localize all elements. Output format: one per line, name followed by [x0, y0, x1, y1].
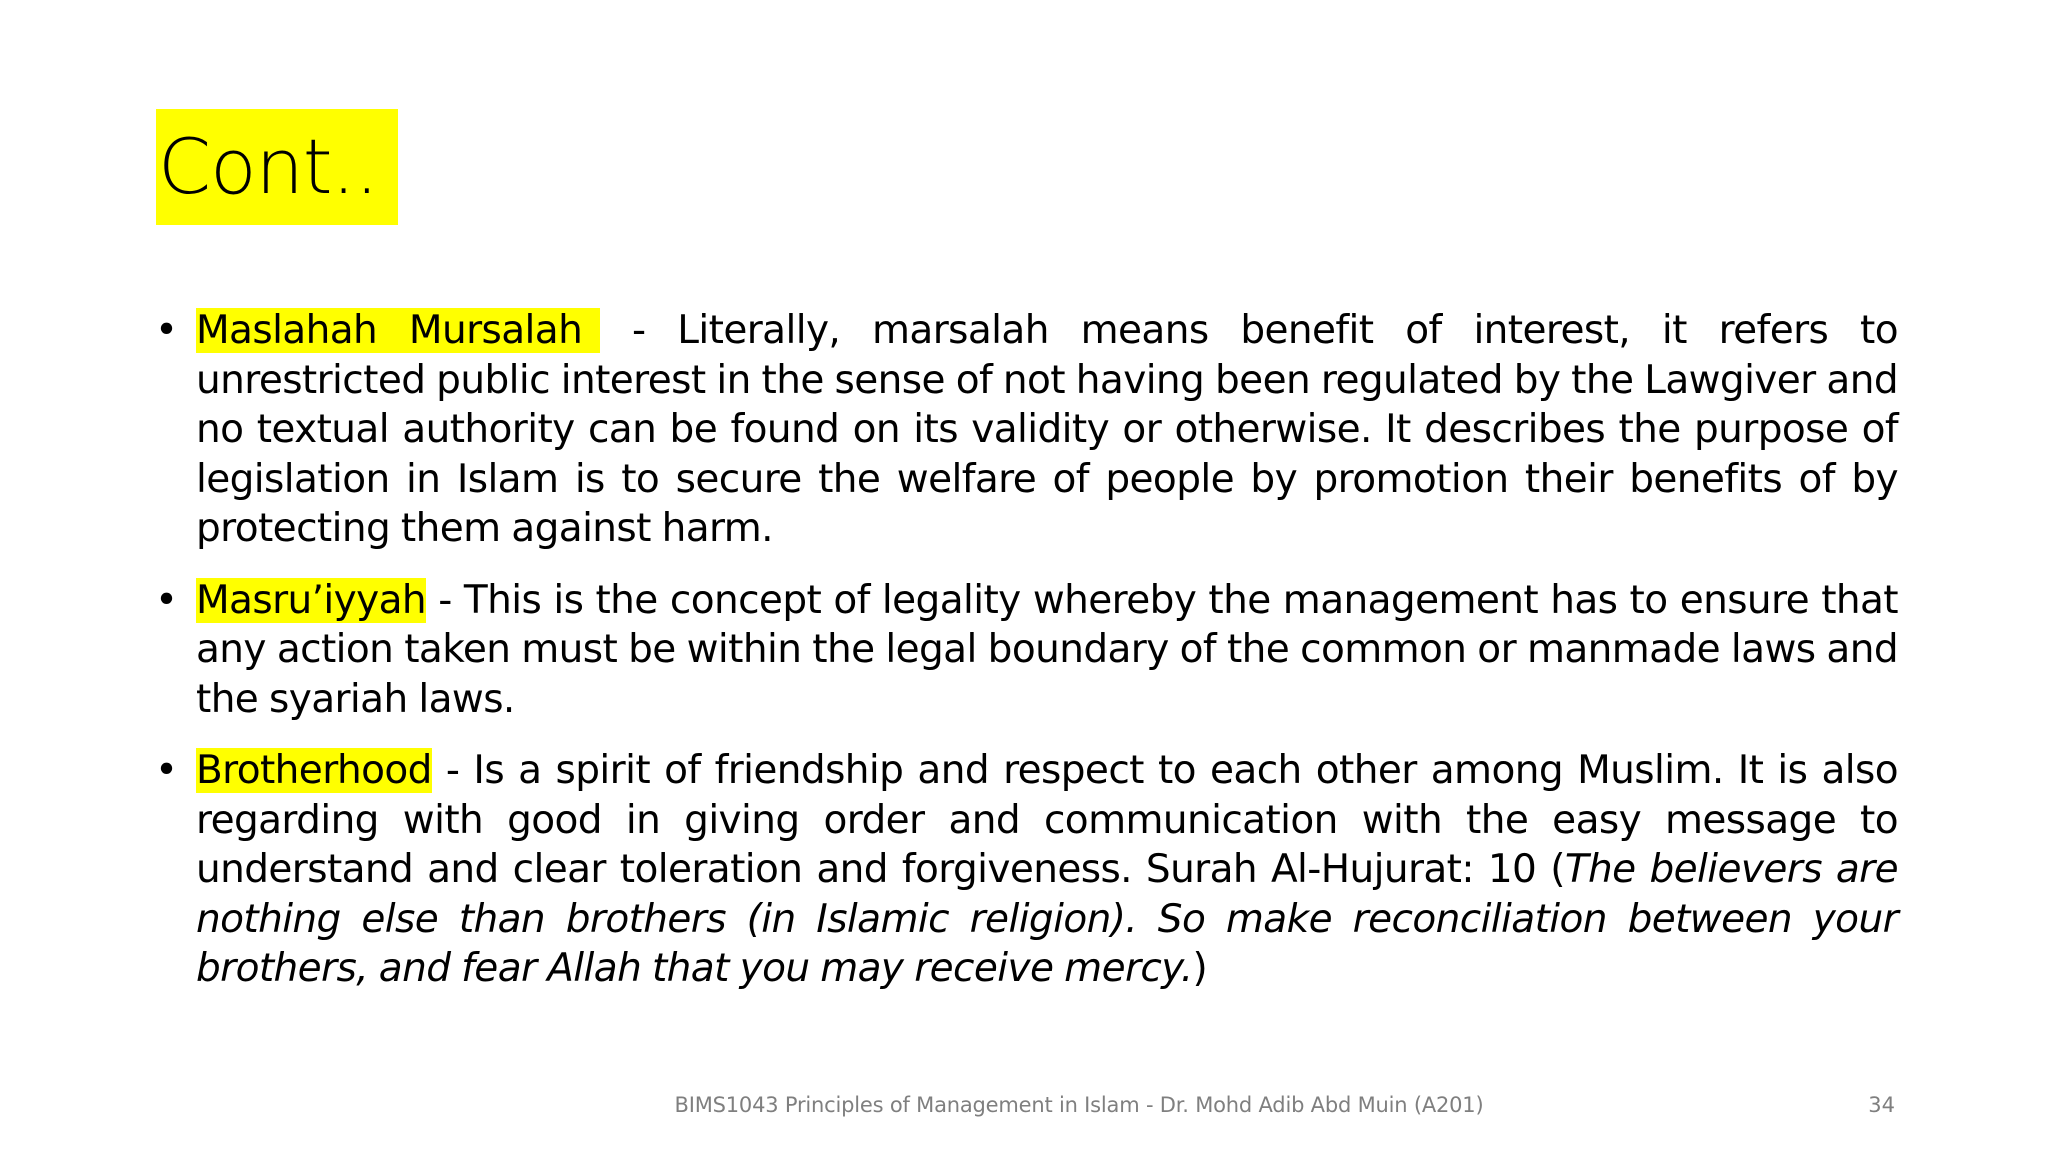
definition-brotherhood: - Is a spirit of friendship and respect to each other among Muslim. It is also regarding with good in giving order and communication with the easy message to understand and clear toleration and forgiveness. Surah Al-Hujurat: 10 (	[196, 748, 1898, 892]
bullet-item-maslahah-mursalah	[153, 306, 1898, 554]
definition-maslahah-mursalah: - Literally, marsalah means benefit of interest, it refers to unrestricted public interest in the sense of not having been regulated by the Lawgiver and no textual authority can be found on its validity or otherwise. It describes the purpose of legislation in Islam is to secure the welfare of people by promotion their benefits of by protecting them against harm.	[196, 308, 1898, 551]
quran-quote: The believers are nothing else than brothers (in Islamic religion). So make reconciliation between your brothers, and fear Allah that you may receive mercy.	[196, 847, 1898, 991]
definition-masruiyyah: - This is the concept of legality whereby the management has to ensure that any action taken must be within the legal boundary of the common or manmade laws and the syariah laws.	[196, 577, 1898, 722]
term-brotherhood: Brotherhood	[196, 748, 432, 793]
bullet-item-brotherhood	[153, 746, 1898, 994]
bullet-icon: •	[155, 577, 178, 623]
quote-closing-paren: )	[1192, 946, 1208, 991]
footer-text: BIMS1043 Principles of Management in Islam - Dr. Mohd Adib Abd Muin (A201)	[674, 1093, 1484, 1117]
term-masruiyyah: Masru’iyyah	[196, 577, 427, 623]
bullet-list	[153, 306, 1898, 1016]
bullet-icon: •	[155, 308, 178, 353]
title-highlight	[156, 109, 398, 225]
footer-course-info	[0, 1093, 2048, 1117]
bullet-icon: •	[155, 748, 178, 793]
slide-title: Cont..	[158, 122, 378, 211]
bullet-item-masruiyyah	[153, 576, 1898, 725]
term-maslahah-mursalah: Maslahah Mursalah	[196, 308, 600, 353]
page-number: 34	[1868, 1093, 1895, 1117]
